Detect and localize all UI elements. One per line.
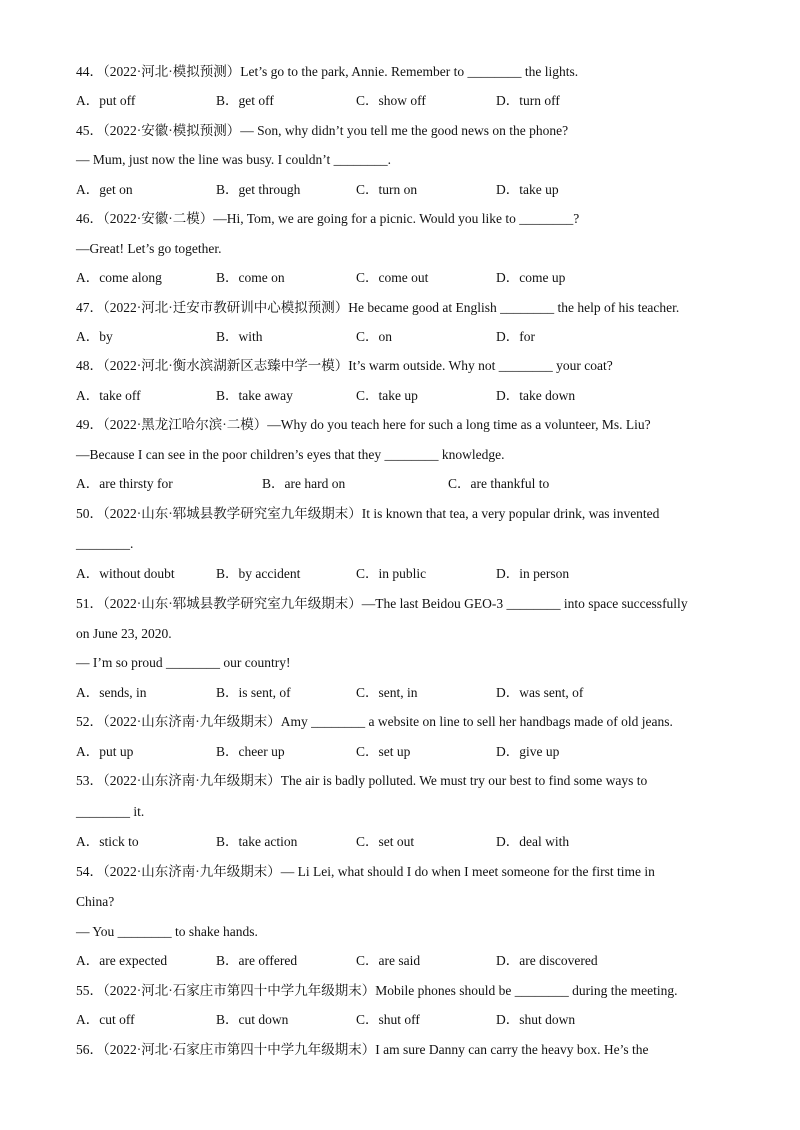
option-b[interactable]: [216, 833, 297, 851]
option-letter: B．: [216, 388, 239, 403]
option-text: get through: [238, 182, 301, 197]
question-54-continuation: China?: [76, 894, 115, 909]
question-source: （2022·河北·迁安市教研训中心模拟预测）: [103, 300, 349, 315]
option-text: for: [519, 329, 535, 344]
option-text: cheer up: [238, 744, 285, 759]
question-53-stem: [76, 772, 647, 790]
option-a[interactable]: [76, 181, 133, 199]
option-text: in public: [378, 566, 427, 581]
question-number: 46．: [76, 211, 103, 226]
option-b[interactable]: [216, 328, 263, 346]
option-text: put up: [99, 744, 134, 759]
option-text: take action: [238, 834, 298, 849]
question-48-stem: [76, 357, 613, 375]
option-text: turn off: [519, 93, 560, 108]
question-52-stem: [76, 713, 673, 731]
option-letter: A．: [76, 476, 100, 491]
option-text: set up: [378, 744, 411, 759]
question-53-continuation: ________ it.: [76, 804, 145, 819]
option-letter: D．: [496, 329, 520, 344]
option-c[interactable]: [356, 269, 428, 287]
option-letter: B．: [262, 476, 285, 491]
question-source: （2022·山东济南·九年级期末）: [103, 773, 281, 788]
option-text: are said: [378, 953, 421, 968]
option-d[interactable]: [496, 181, 559, 199]
question-text: It is known that tea, a very popular drink, was invented: [361, 506, 660, 521]
question-source: （2022·山东济南·九年级期末）: [103, 714, 281, 729]
option-c[interactable]: [356, 1011, 420, 1029]
question-number: 44．: [76, 64, 103, 79]
option-b[interactable]: [216, 92, 274, 110]
option-letter: D．: [496, 953, 520, 968]
option-text: shut off: [378, 1012, 420, 1027]
option-c[interactable]: [356, 328, 392, 346]
question-50-continuation: ________.: [76, 536, 134, 551]
option-letter: B．: [216, 93, 239, 108]
option-c[interactable]: [356, 684, 418, 702]
option-text: sends, in: [99, 685, 147, 700]
question-text: — Son, why didn’t you tell me the good news on the phone?: [240, 123, 569, 138]
question-source: （2022·河北·石家庄市第四十中学九年级期末）: [103, 983, 376, 998]
option-b[interactable]: [262, 475, 345, 493]
option-b[interactable]: [216, 269, 285, 287]
option-text: with: [238, 329, 263, 344]
option-c[interactable]: [356, 952, 420, 970]
option-b[interactable]: [216, 565, 300, 583]
question-source: （2022·山东·郓城县教学研究室九年级期末）: [103, 506, 362, 521]
question-source: （2022·河北·衡水滨湖新区志臻中学一模）: [103, 358, 349, 373]
option-d[interactable]: [496, 92, 560, 110]
option-c[interactable]: [356, 565, 426, 583]
question-56-stem: [76, 1041, 649, 1059]
option-text: give up: [519, 744, 560, 759]
option-letter: B．: [216, 329, 239, 344]
option-text: come on: [238, 270, 285, 285]
option-letter: A．: [76, 834, 100, 849]
option-text: set out: [378, 834, 415, 849]
option-text: is sent, of: [238, 685, 291, 700]
option-a[interactable]: [76, 475, 173, 493]
question-49-stem: [76, 416, 651, 434]
option-d[interactable]: [496, 269, 565, 287]
option-letter: D．: [496, 270, 520, 285]
question-55-stem: [76, 982, 677, 1000]
question-text: The air is badly polluted. We must try our best to find some ways to: [280, 773, 648, 788]
option-letter: B．: [216, 270, 239, 285]
option-text: put off: [99, 93, 136, 108]
question-53-options: [0, 833, 800, 851]
question-51-reply: — I’m so proud ________ our country!: [76, 655, 291, 670]
option-a[interactable]: [76, 92, 135, 110]
option-letter: C．: [356, 953, 379, 968]
question-number: 53．: [76, 773, 103, 788]
question-source: （2022·黑龙江哈尔滨·二模）: [103, 417, 268, 432]
option-text: take away: [238, 388, 293, 403]
question-source: （2022·河北·石家庄市第四十中学九年级期末）: [103, 1042, 376, 1057]
question-45-stem: [76, 122, 568, 140]
question-text: Amy ________ a website on line to sell her handbags made of old jeans.: [280, 714, 673, 729]
question-number: 51．: [76, 596, 103, 611]
option-letter: A．: [76, 685, 100, 700]
option-text: deal with: [519, 834, 570, 849]
option-letter: D．: [496, 1012, 520, 1027]
question-number: 48．: [76, 358, 103, 373]
option-letter: A．: [76, 953, 100, 968]
option-text: show off: [378, 93, 426, 108]
question-text: I am sure Danny can carry the heavy box. He’s the: [375, 1042, 649, 1057]
option-letter: C．: [356, 329, 379, 344]
option-d[interactable]: [496, 565, 569, 583]
option-text: shut down: [519, 1012, 576, 1027]
option-letter: A．: [76, 388, 100, 403]
question-50-options: [0, 565, 800, 583]
option-text: are thirsty for: [99, 476, 173, 491]
question-51-options: [0, 684, 800, 702]
option-a[interactable]: [76, 952, 167, 970]
option-letter: D．: [496, 182, 520, 197]
option-d[interactable]: [496, 743, 559, 761]
option-letter: C．: [356, 744, 379, 759]
option-text: are discovered: [519, 953, 598, 968]
option-text: come out: [378, 270, 429, 285]
question-52-options: [0, 743, 800, 761]
option-text: get on: [99, 182, 133, 197]
option-letter: A．: [76, 744, 100, 759]
question-50-stem: [76, 505, 659, 523]
option-text: cut down: [238, 1012, 289, 1027]
question-text: —Why do you teach here for such a long time as a volunteer, Ms. Liu?: [267, 417, 651, 432]
question-text: —The last Beidou GEO-3 ________ into space successfully: [361, 596, 688, 611]
question-text: — Li Lei, what should I do when I meet someone for the first time in: [280, 864, 655, 879]
option-letter: A．: [76, 1012, 100, 1027]
question-54-reply: — You ________ to shake hands.: [76, 924, 258, 939]
option-text: take down: [519, 388, 576, 403]
question-54-options: [0, 952, 800, 970]
option-letter: C．: [356, 270, 379, 285]
option-b[interactable]: [216, 684, 291, 702]
question-text: It’s warm outside. Why not ________ your coat?: [348, 358, 613, 373]
question-49-options: [0, 475, 800, 493]
option-text: are hard on: [284, 476, 346, 491]
option-c[interactable]: [356, 833, 414, 851]
option-c[interactable]: [356, 181, 417, 199]
option-b[interactable]: [216, 387, 293, 405]
option-letter: D．: [496, 93, 520, 108]
question-46-reply: —Great! Let’s go together.: [76, 241, 222, 256]
option-text: on: [378, 329, 393, 344]
question-44-options: [0, 92, 800, 110]
question-number: 45．: [76, 123, 103, 138]
option-d[interactable]: [496, 833, 569, 851]
option-text: cut off: [99, 1012, 135, 1027]
option-d[interactable]: [496, 952, 598, 970]
question-number: 54．: [76, 864, 103, 879]
question-46-stem: [76, 210, 579, 228]
option-letter: D．: [496, 388, 520, 403]
option-a[interactable]: [76, 1011, 135, 1029]
option-d[interactable]: [496, 684, 583, 702]
question-number: 49．: [76, 417, 103, 432]
option-a[interactable]: [76, 833, 139, 851]
option-c[interactable]: [356, 743, 410, 761]
question-55-options: [0, 1011, 800, 1029]
option-text: by: [99, 329, 113, 344]
option-text: by accident: [238, 566, 301, 581]
option-a[interactable]: [76, 387, 141, 405]
option-letter: A．: [76, 566, 100, 581]
question-51-stem: [76, 595, 688, 613]
option-letter: A．: [76, 270, 100, 285]
option-text: stick to: [99, 834, 139, 849]
option-a[interactable]: [76, 743, 133, 761]
option-b[interactable]: [216, 743, 285, 761]
option-c[interactable]: [356, 387, 418, 405]
option-letter: D．: [496, 834, 520, 849]
option-letter: B．: [216, 744, 239, 759]
option-letter: B．: [216, 834, 239, 849]
option-letter: A．: [76, 329, 100, 344]
question-number: 47．: [76, 300, 103, 315]
option-text: turn on: [378, 182, 418, 197]
option-letter: C．: [356, 93, 379, 108]
option-a[interactable]: [76, 565, 175, 583]
option-d[interactable]: [496, 387, 575, 405]
question-number: 55．: [76, 983, 103, 998]
question-47-stem: [76, 299, 679, 317]
option-text: was sent, of: [519, 685, 584, 700]
option-b[interactable]: [216, 181, 300, 199]
option-letter: B．: [216, 953, 239, 968]
option-text: take up: [378, 388, 418, 403]
question-45-options: [0, 181, 800, 199]
option-a[interactable]: [76, 269, 162, 287]
option-text: sent, in: [378, 685, 418, 700]
option-letter: A．: [76, 182, 100, 197]
option-b[interactable]: [216, 1011, 288, 1029]
question-text: —Hi, Tom, we are going for a picnic. Would you like to ________?: [213, 211, 580, 226]
option-letter: B．: [216, 566, 239, 581]
option-letter: D．: [496, 744, 520, 759]
option-letter: C．: [356, 182, 379, 197]
option-letter: C．: [448, 476, 471, 491]
option-letter: C．: [356, 388, 379, 403]
question-46-options: [0, 269, 800, 287]
question-54-stem: [76, 863, 655, 881]
question-number: 52．: [76, 714, 103, 729]
question-45-reply: — Mum, just now the line was busy. I couldn’t ________.: [76, 152, 391, 167]
option-text: are expected: [99, 953, 168, 968]
option-d[interactable]: [496, 1011, 575, 1029]
question-source: （2022·安徽·模拟预测）: [103, 123, 241, 138]
question-text: Let’s go to the park, Annie. Remember to ________ the lights.: [240, 64, 579, 79]
option-letter: C．: [356, 566, 379, 581]
question-number: 56．: [76, 1042, 103, 1057]
option-letter: D．: [496, 685, 520, 700]
option-text: in person: [519, 566, 570, 581]
option-c[interactable]: [356, 92, 426, 110]
option-text: without doubt: [99, 566, 175, 581]
question-text: Mobile phones should be ________ during the meeting.: [375, 983, 678, 998]
question-49-reply: —Because I can see in the poor children’s eyes that they ________ knowledge.: [76, 447, 505, 462]
question-source: （2022·河北·模拟预测）: [103, 64, 241, 79]
question-source: （2022·山东济南·九年级期末）: [103, 864, 281, 879]
option-text: are offered: [238, 953, 298, 968]
question-44-stem: [76, 63, 578, 81]
option-text: get off: [238, 93, 274, 108]
question-51-continuation: on June 23, 2020.: [76, 626, 172, 641]
option-letter: B．: [216, 182, 239, 197]
question-47-options: [0, 328, 800, 346]
option-b[interactable]: [216, 952, 297, 970]
question-number: 50．: [76, 506, 103, 521]
option-letter: B．: [216, 1012, 239, 1027]
option-text: take up: [519, 182, 559, 197]
option-a[interactable]: [76, 684, 147, 702]
option-letter: C．: [356, 685, 379, 700]
option-letter: C．: [356, 1012, 379, 1027]
option-text: come along: [99, 270, 162, 285]
question-48-options: [0, 387, 800, 405]
option-text: come up: [519, 270, 566, 285]
option-letter: C．: [356, 834, 379, 849]
question-source: （2022·安徽·二模）: [103, 211, 214, 226]
question-source: （2022·山东·郓城县教学研究室九年级期末）: [103, 596, 362, 611]
option-d[interactable]: [496, 328, 535, 346]
option-c[interactable]: [448, 475, 549, 493]
option-letter: D．: [496, 566, 520, 581]
option-letter: A．: [76, 93, 100, 108]
option-text: take off: [99, 388, 141, 403]
option-text: are thankful to: [470, 476, 550, 491]
option-letter: B．: [216, 685, 239, 700]
question-text: He became good at English ________ the help of his teacher.: [348, 300, 680, 315]
option-a[interactable]: [76, 328, 113, 346]
